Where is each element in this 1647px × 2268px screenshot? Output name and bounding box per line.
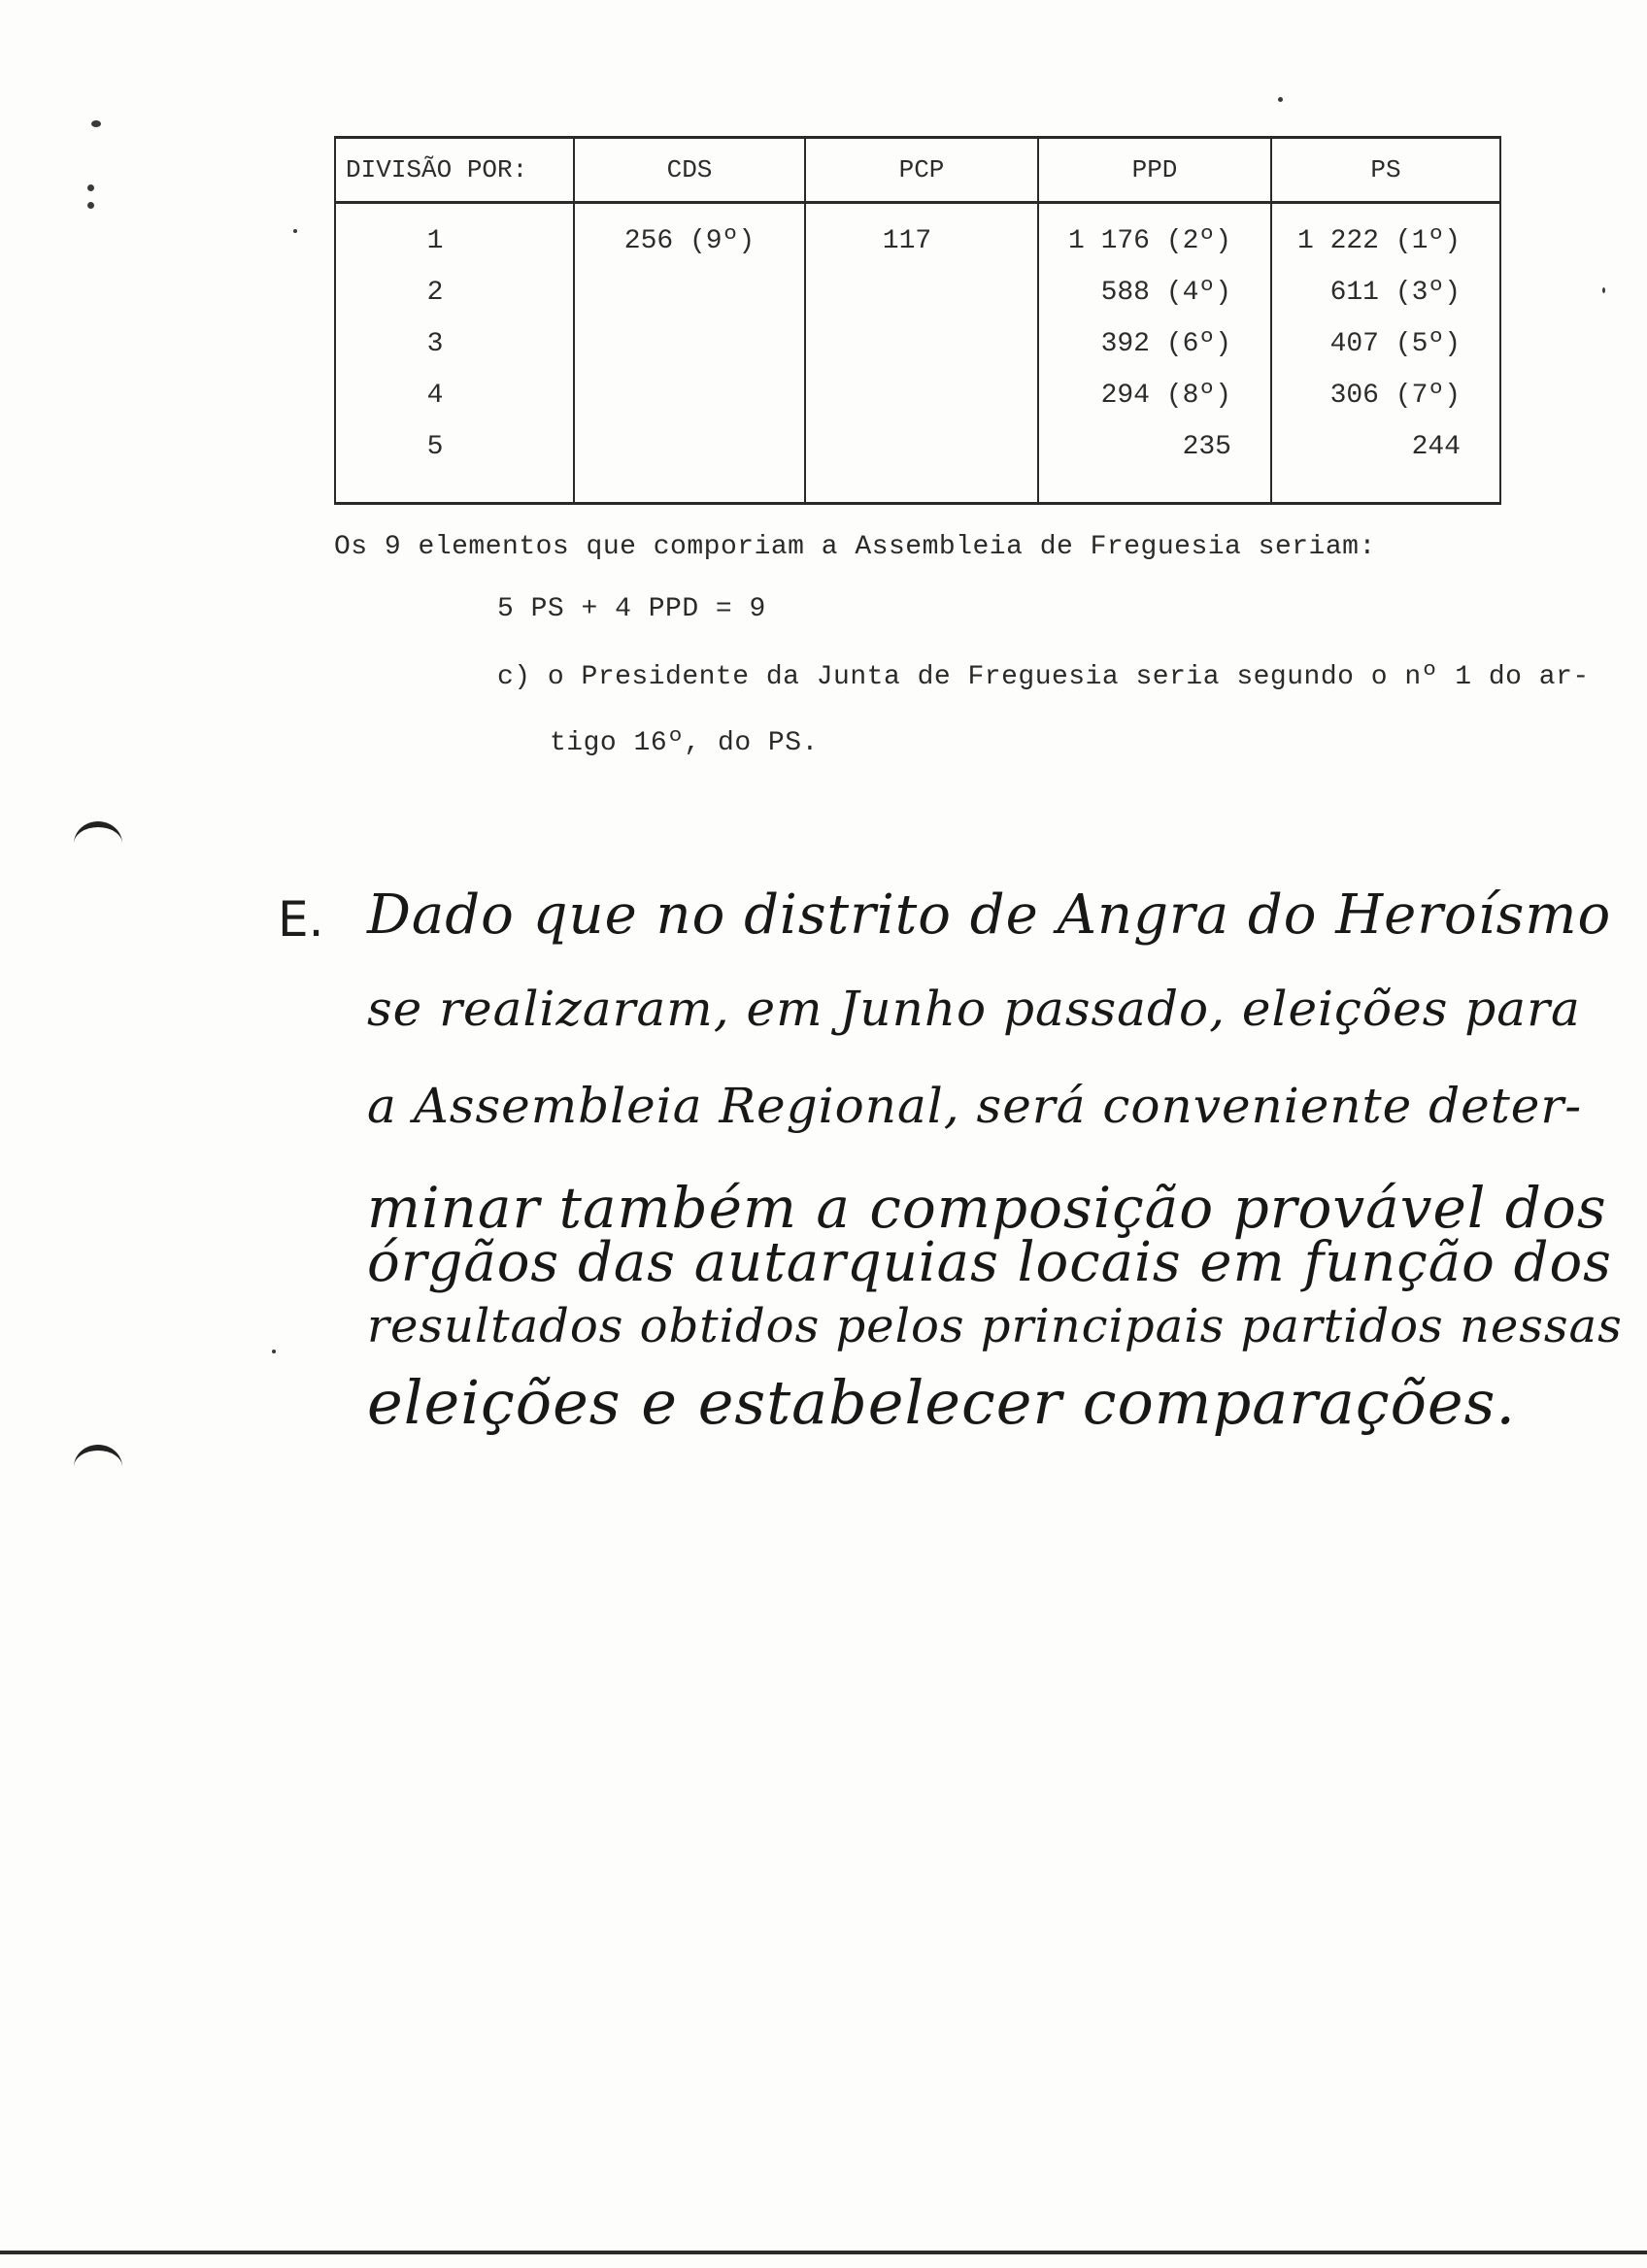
table-row xyxy=(335,203,1500,268)
page-bottom-edge xyxy=(0,2251,1647,2254)
cell-pcp xyxy=(805,267,1038,318)
table-header-row xyxy=(335,138,1500,203)
handwritten-line: eleições e estabelecer comparações. xyxy=(367,1367,1517,1438)
header-division: DIVISÃO POR: xyxy=(335,138,574,203)
scan-speck xyxy=(272,1350,276,1353)
header-ppd: PPD xyxy=(1038,138,1271,203)
scan-speck xyxy=(91,120,101,127)
header-pcp: PCP xyxy=(805,138,1038,203)
cell-pcp xyxy=(805,318,1038,370)
table-row xyxy=(335,267,1500,318)
cell-cds xyxy=(574,267,805,318)
scan-speck xyxy=(293,229,297,233)
cell-pcp: 117 xyxy=(805,203,1038,268)
scan-speck xyxy=(87,202,94,209)
cell-pcp xyxy=(805,421,1038,473)
cell-cds xyxy=(574,318,805,370)
cell-division: 2 xyxy=(335,267,574,318)
handwritten-line: a Assembleia Regional, será conveniente deter- xyxy=(367,1078,1583,1134)
seat-division-table xyxy=(334,136,1501,505)
seat-formula: 5 PS + 4 PPD = 9 xyxy=(497,594,766,624)
cell-ppd: 588 (4º) xyxy=(1038,267,1271,318)
cell-ps: 306 (7º) xyxy=(1271,370,1500,421)
cell-cds: 256 (9º) xyxy=(574,203,805,268)
table-cell-empty xyxy=(1038,472,1271,503)
table-cell-empty xyxy=(1271,472,1500,503)
handwritten-line: Dado que no distrito de Angra do Heroísmo xyxy=(367,884,1612,947)
cell-division: 4 xyxy=(335,370,574,421)
scan-speck xyxy=(87,184,94,191)
cell-division: 3 xyxy=(335,318,574,370)
cell-division: 1 xyxy=(335,203,574,268)
cell-cds xyxy=(574,421,805,473)
handwritten-line: resultados obtidos pelos principais partidos nessas xyxy=(367,1299,1623,1353)
scan-speck xyxy=(1602,287,1605,293)
table-cell-empty xyxy=(574,472,805,503)
table-spacer-row xyxy=(335,472,1500,503)
cell-cds xyxy=(574,370,805,421)
cell-ppd: 294 (8º) xyxy=(1038,370,1271,421)
table-row xyxy=(335,370,1500,421)
table-row xyxy=(335,318,1500,370)
header-ps: PS xyxy=(1271,138,1500,203)
cell-division: 5 xyxy=(335,421,574,473)
cell-ps: 611 (3º) xyxy=(1271,267,1500,318)
table-cell-empty xyxy=(805,472,1038,503)
table-row xyxy=(335,421,1500,473)
cell-ppd: 1 176 (2º) xyxy=(1038,203,1271,268)
cell-ppd: 235 xyxy=(1038,421,1271,473)
item-c-line-2: tigo 16º, do PS. xyxy=(550,728,819,758)
cell-pcp xyxy=(805,370,1038,421)
header-cds: CDS xyxy=(574,138,805,203)
cell-ps: 244 xyxy=(1271,421,1500,473)
handwritten-line: minar também a composição provável dos xyxy=(367,1175,1607,1241)
cell-ps: 407 (5º) xyxy=(1271,318,1500,370)
cell-ps: 1 222 (1º) xyxy=(1271,203,1500,268)
assembly-composition-sentence: Os 9 elementos que comporiam a Assembleia de Freguesia seriam: xyxy=(334,532,1376,562)
handwritten-line: se realizaram, em Junho passado, eleições para xyxy=(367,981,1581,1037)
binder-hole xyxy=(74,821,122,866)
table-cell-empty xyxy=(335,472,574,503)
scan-speck xyxy=(1278,97,1283,102)
handwritten-line: órgãos das autarquias locais em função dos xyxy=(367,1231,1612,1294)
handwritten-item-label: E. xyxy=(278,891,324,948)
cell-ppd: 392 (6º) xyxy=(1038,318,1271,370)
binder-hole xyxy=(74,1445,122,1489)
item-c-line-1: c) o Presidente da Junta de Freguesia seria segundo o nº 1 do ar- xyxy=(497,662,1590,692)
